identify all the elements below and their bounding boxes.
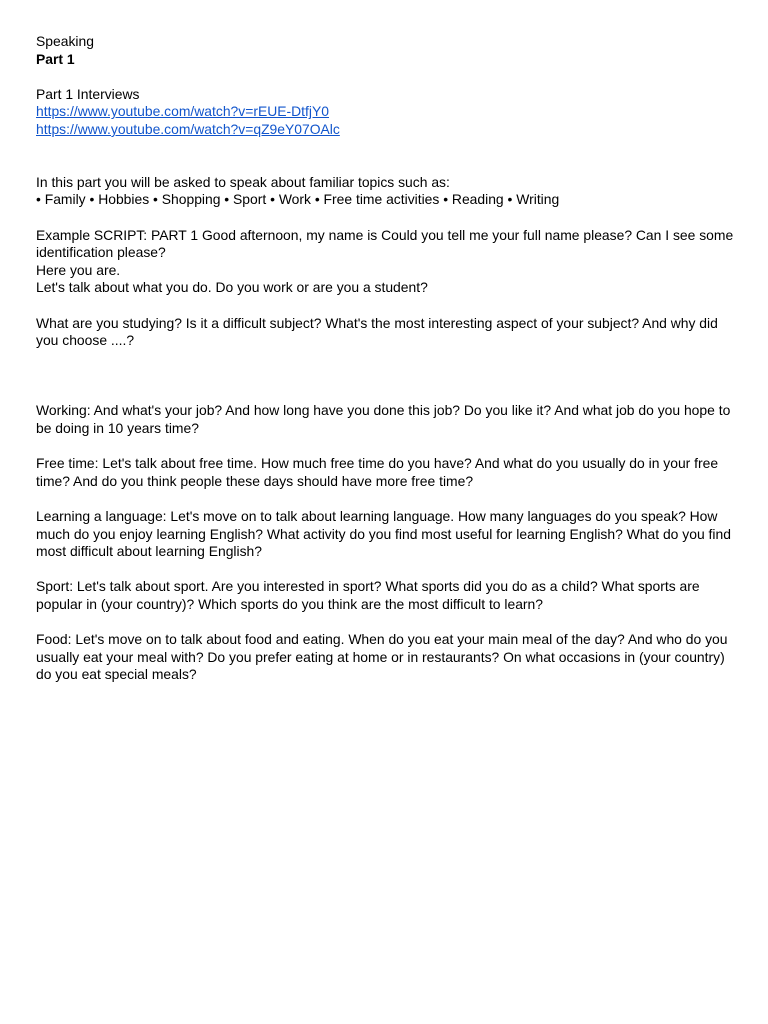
sport-paragraph: Sport: Let's talk about sport. Are you interested in sport? What sports did you do as a child? What sports are popular in (your country)? Which sports do you think are the most difficult to learn? xyxy=(36,578,700,613)
doc-title: Speaking xyxy=(36,33,94,49)
doc-subtitle: Part 1 xyxy=(36,50,75,67)
spacer xyxy=(36,490,736,508)
youtube-link-1[interactable]: https://www.youtube.com/watch?v=rEUE-DtfjY0 xyxy=(36,103,329,120)
learning-language-paragraph: Learning a language: Let's move on to talk about learning language. How many languages do you speak? How much do you enjoy learning English? What activity do you find most useful for learning English? What do you find most difficult about learning English? xyxy=(36,508,731,560)
food-paragraph: Food: Let's move on to talk about food and eating. When do you eat your main meal of the day? And who do you usually eat your meal with? Do you prefer eating at home or in restaurants? On what occasions in (your country) do you eat special meals? xyxy=(36,631,728,683)
script-paragraph: Example SCRIPT: PART 1 Good afternoon, my name is Could you tell me your full name please? Can I see some identification please? xyxy=(36,226,734,261)
free-time-paragraph: Free time: Let's talk about free time. How much free time do you have? And what do you usually do in your free time? And do you think people these days should have more free time? xyxy=(36,455,719,489)
spacer xyxy=(36,561,736,579)
spacer xyxy=(36,438,736,456)
spacer xyxy=(36,614,736,632)
working-paragraph: Working: And what's your job? And how long have you done this job? Do you like it? And what job do you hope to be doing in 10 years time? xyxy=(36,402,731,437)
studying-paragraph: What are you studying? Is it a difficult subject? What's the most interesting aspect of your subject? And why did you choose ....? xyxy=(36,314,718,349)
document-page xyxy=(36,33,736,684)
script-question: Let's talk about what you do. Do you work or are you a student? xyxy=(36,279,428,296)
script-response: Here you are. xyxy=(36,261,121,278)
youtube-link-2[interactable]: https://www.youtube.com/watch?v=qZ9eY07OAlc xyxy=(36,120,340,137)
intro-paragraph: In this part you will be asked to speak about familiar topics such as: xyxy=(36,173,450,190)
spacer xyxy=(36,297,736,315)
spacer xyxy=(36,350,736,403)
topics-list: • Family • Hobbies • Shopping • Sport • Work • Free time activities • Reading • Writing xyxy=(36,191,560,208)
spacer xyxy=(36,209,736,227)
spacer xyxy=(36,139,736,174)
interviews-heading: Part 1 Interviews xyxy=(36,85,140,102)
spacer xyxy=(36,68,736,86)
